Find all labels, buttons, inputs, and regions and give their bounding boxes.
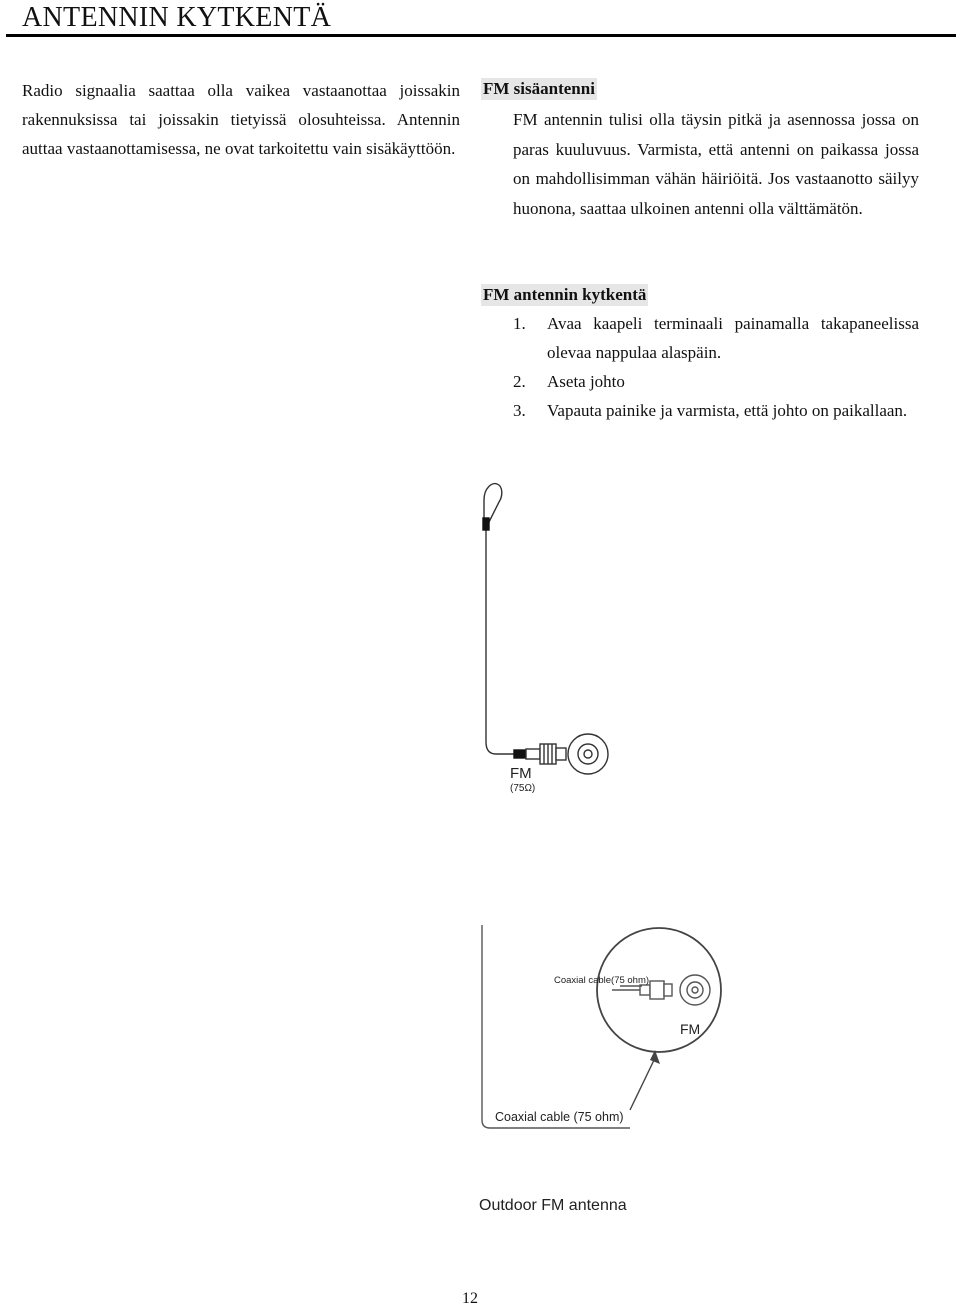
step-number: 3. xyxy=(513,401,526,420)
step-text: Vapauta painike ja varmista, että johto on paikallaan. xyxy=(547,401,908,420)
page-title: ANTENNIN KYTKENTÄ xyxy=(22,2,332,33)
step-number: 1. xyxy=(513,314,526,333)
fm-indoor-paragraph: FM antennin tulisi olla täysin pitkä ja asennossa jossa on paras kuuluvuus. Varmista, että antenni on paikassa jossa on mahdollisimman vähän häiriöitä. Jos vastaanotto säilyy huonona, saattaa ulkoinen antenni olla välttämätön. xyxy=(513,110,919,218)
outdoor-fm-label: FM xyxy=(680,1021,701,1037)
step-text: Aseta johto xyxy=(547,372,625,391)
impedance-label: (75Ω) xyxy=(510,783,536,794)
step-number: 2. xyxy=(513,372,526,391)
step-text: Avaa kaapeli terminaali painamalla takapaneelissa olevaa nappulaa alaspäin. xyxy=(547,314,919,362)
coax-label: Coaxial cable (75 ohm) xyxy=(495,1110,624,1124)
fm-terminal-label: FM xyxy=(510,765,532,782)
outdoor-caption: Outdoor FM antenna xyxy=(479,1197,627,1214)
coax-small-label: Coaxial cable(75 ohm) xyxy=(554,975,650,986)
fm-indoor-heading: FM sisäantenni xyxy=(483,79,595,98)
page-number: 12 xyxy=(462,1290,478,1307)
indoor-fm-antenna-illustration xyxy=(483,484,608,774)
fm-connect-heading: FM antennin kytkentä xyxy=(483,285,647,304)
intro-paragraph: Radio signaalia saattaa olla vaikea vastaanottaa joissakin rakennuksissa tai joissakin tietyissä olosuhteissa. Antennin auttaa vastaanottamisessa, ne ovat tarkoitettu vain sisäkäyttöön. xyxy=(22,81,460,158)
